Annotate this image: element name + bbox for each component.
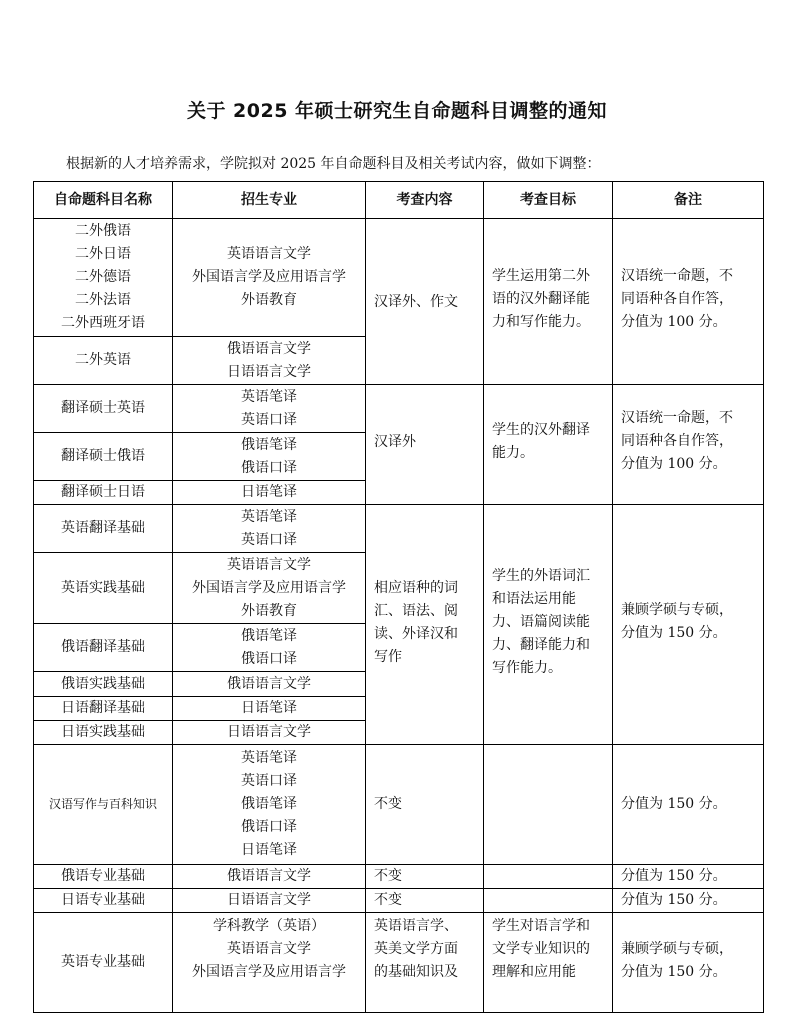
content-cell: 汉译外、作文 xyxy=(366,219,484,385)
subject-cell: 俄语翻译基础 xyxy=(34,624,173,672)
goal-cell xyxy=(484,865,613,889)
content-cell: 不变 xyxy=(366,745,484,865)
note-cell: 分值为 150 分。 xyxy=(613,889,764,913)
goal-cell xyxy=(484,889,613,913)
subject-cell: 翻译硕士日语 xyxy=(34,481,173,505)
table-row xyxy=(34,889,764,913)
header-note: 备注 xyxy=(613,182,764,219)
major-cell: 日语语言文学 xyxy=(173,721,366,745)
major-cell: 日语笔译 xyxy=(173,481,366,505)
goal-cell xyxy=(484,745,613,865)
note-cell: 汉语统一命题，不 同语种各自作答， 分值为 100 分。 xyxy=(613,219,764,385)
goal-cell: 学生运用第二外 语的汉外翻译能 力和写作能力。 xyxy=(484,219,613,385)
subject-cell: 汉语写作与百科知识 xyxy=(34,745,173,865)
table-row xyxy=(34,865,764,889)
major-cell: 英语笔译 英语口译 俄语笔译 俄语口译 日语笔译 xyxy=(173,745,366,865)
note-cell: 分值为 150 分。 xyxy=(613,745,764,865)
major-cell: 英语笔译 英语口译 xyxy=(173,385,366,433)
major-cell: 俄语语言文学 日语语言文学 xyxy=(173,337,366,385)
note-cell: 分值为 150 分。 xyxy=(613,865,764,889)
table-header-row xyxy=(34,182,764,219)
note-cell: 兼顾学硕与专硕， 分值为 150 分。 xyxy=(613,913,764,1013)
major-cell: 英语笔译 英语口译 xyxy=(173,505,366,553)
content-cell: 不变 xyxy=(366,889,484,913)
subject-cell: 日语实践基础 xyxy=(34,721,173,745)
table-row xyxy=(34,913,764,1013)
subject-cell: 俄语实践基础 xyxy=(34,672,173,697)
major-cell: 俄语笔译 俄语口译 xyxy=(173,433,366,481)
header-major: 招生专业 xyxy=(173,182,366,219)
major-cell: 英语语言文学 外国语言学及应用语言学 外语教育 xyxy=(173,553,366,624)
subject-cell: 日语专业基础 xyxy=(34,889,173,913)
table-row xyxy=(34,505,764,553)
intro-paragraph: 根据新的人才培养需求，学院拟对 2025 年自命题科目及相关考试内容，做如下调整： xyxy=(66,156,601,172)
subject-cell: 英语专业基础 xyxy=(34,913,173,1013)
major-cell: 俄语笔译 俄语口译 xyxy=(173,624,366,672)
content-cell: 相应语种的词 汇、语法、阅 读、外译汉和 写作 xyxy=(366,505,484,745)
goal-cell: 学生的外语词汇 和语法运用能 力、语篇阅读能 力、翻译能力和 写作能力。 xyxy=(484,505,613,745)
header-goal: 考查目标 xyxy=(484,182,613,219)
subject-cell: 二外俄语 二外日语 二外德语 二外法语 二外西班牙语 xyxy=(34,219,173,337)
major-cell: 英语语言文学 外国语言学及应用语言学 外语教育 xyxy=(173,219,366,337)
subject-cell: 俄语专业基础 xyxy=(34,865,173,889)
subject-cell: 二外英语 xyxy=(34,337,173,385)
content-cell: 不变 xyxy=(366,865,484,889)
subject-cell: 英语实践基础 xyxy=(34,553,173,624)
major-cell: 俄语语言文学 xyxy=(173,672,366,697)
goal-cell: 学生的汉外翻译 能力。 xyxy=(484,385,613,505)
major-cell: 日语语言文学 xyxy=(173,889,366,913)
header-subject: 自命题科目名称 xyxy=(34,182,173,219)
major-cell: 日语笔译 xyxy=(173,697,366,721)
subject-cell: 日语翻译基础 xyxy=(34,697,173,721)
content-cell: 英语语言学、 英美文学方面 的基础知识及 xyxy=(366,913,484,1013)
subject-cell: 翻译硕士俄语 xyxy=(34,433,173,481)
table-row xyxy=(34,745,764,865)
goal-cell: 学生对语言学和 文学专业知识的 理解和应用能 xyxy=(484,913,613,1013)
subject-cell: 英语翻译基础 xyxy=(34,505,173,553)
table-row xyxy=(34,219,764,337)
header-content: 考查内容 xyxy=(366,182,484,219)
table-row xyxy=(34,385,764,433)
subject-cell: 翻译硕士英语 xyxy=(34,385,173,433)
note-cell: 汉语统一命题，不 同语种各自作答， 分值为 100 分。 xyxy=(613,385,764,505)
content-cell: 汉译外 xyxy=(366,385,484,505)
subject-adjustment-table xyxy=(33,181,764,1013)
major-cell: 俄语语言文学 xyxy=(173,865,366,889)
document-title: 关于 2025 年硕士研究生自命题科目调整的通知 xyxy=(186,100,608,122)
note-cell: 兼顾学硕与专硕， 分值为 150 分。 xyxy=(613,505,764,745)
major-cell: 学科教学（英语） 英语语言文学 外国语言学及应用语言学 xyxy=(173,913,366,1013)
